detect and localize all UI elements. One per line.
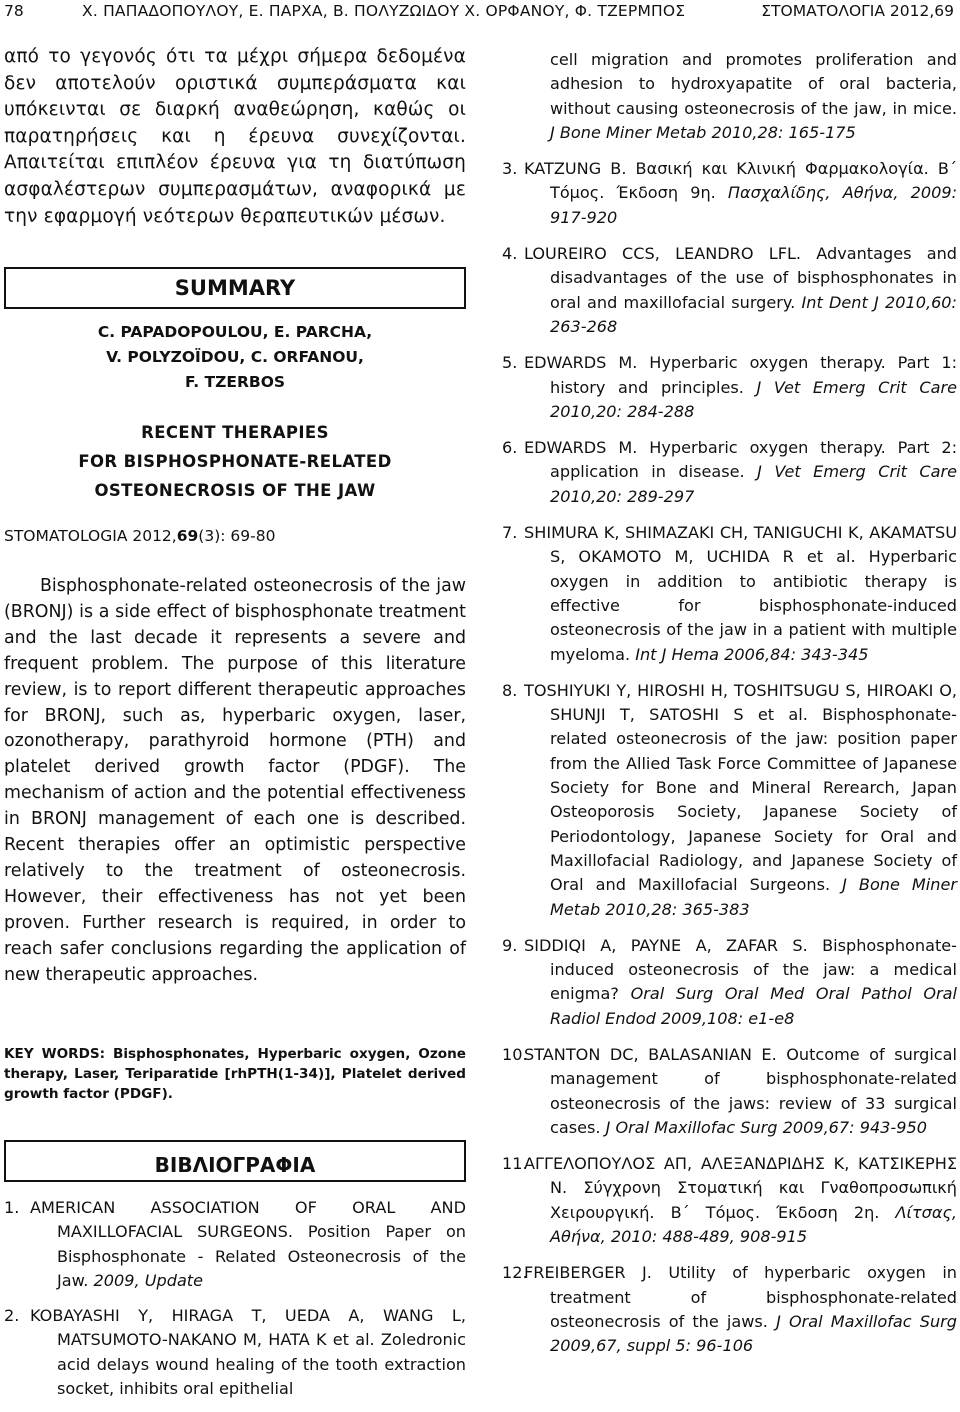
references-left xyxy=(4,1196,466,1412)
reference-item xyxy=(4,1304,466,1401)
reference-journal: Int Dent J 2010,60: 263-268 xyxy=(550,292,957,336)
reference-item xyxy=(502,351,957,424)
reference-item xyxy=(502,1043,957,1140)
reference-text: LOUREIRO CCS, LEANDRO LFL. Advantages and disadvantages of the use of bisphosphonates in oral and maxillofacial surgery. xyxy=(524,244,957,312)
reference-number: 4. xyxy=(502,244,518,264)
citation-prefix: STOMATOLOGIA 2012, xyxy=(4,527,177,545)
reference-text: AMERICAN ASSOCIATION OF ORAL AND MAXILLOFACIAL SURGEONS. Position Paper on Bisphosphonate - Related Osteonecrosis of the Jaw. xyxy=(30,1198,466,1290)
reference-continuation xyxy=(502,48,957,145)
reference-item xyxy=(502,679,957,922)
reference-number: 5. xyxy=(502,353,518,373)
reference-text: EDWARDS M. Hyperbaric oxygen therapy. Part 1: history and principles. xyxy=(524,353,957,397)
reference-text: STANTON DC, BALASANIAN E. Outcome of surgical management of bisphosphonate-related osteonecrosis of the jaws: review of 33 surgical cases. xyxy=(524,1044,957,1137)
left-column xyxy=(4,44,466,230)
reference-number: 2. xyxy=(4,1306,20,1326)
summary-authors xyxy=(4,320,466,395)
reference-number: 3. xyxy=(502,159,518,179)
reference-number: 12. xyxy=(502,1263,528,1283)
reference-journal: J Bone Miner Metab 2010,28: 165-175 xyxy=(550,122,856,142)
keywords: KEY WORDS: Bisphosphonates, Hyperbaric oxygen, Ozone therapy, Laser, Teriparatide [rhPTH(1-34)], Platelet derived growth factor (PDGF). xyxy=(4,1046,466,1102)
reference-list xyxy=(502,157,957,1358)
greek-conclusion-paragraph: από το γεγονός ότι τα μέχρι σήμερα δεδομένα δεν αποτελούν οριστικά συμπεράσματα και υπόκεινται σε διαρκή αναθεώρηση, καθώς οι παρατηρήσεις και η έρευνα συνεχίζονται. Απαιτείται επιπλέον έρευνα για τη διατύπωση ασφαλέστερων συμπερασμάτων, αναφορικά με την εφαρμογή νεότερων θεραπευτικών μέσων. xyxy=(4,46,466,227)
reference-number: 1. xyxy=(4,1198,20,1217)
summary-title xyxy=(4,418,466,505)
abstract-text: Bisphosphonate-related osteonecrosis of the jaw (BRONJ) is a side effect of bisphosphonate treatment and the last decade it represents a severe and frequent problem. The purpose of this literature review, is to report different therapeutic approaches for BRONJ, such as, hyperbaric oxygen, laser, ozonotherapy, parathyroid hormone (PTH) and platelet derived growth factor (PDGF). The mechanism of action and the potential effectiveness in BRONJ management of each one is described. Recent therapies offer an optimistic perspective relatively to the treatment of osteonecrosis. However, their effectiveness has not yet been proven. Further research is required, in order to reach safer conclusions regarding the application of new therapeutic approaches. xyxy=(4,576,466,985)
summary-authors-line: C. PAPADOPOULOU, E. PARCHA, xyxy=(97,323,373,341)
reference-item xyxy=(502,1152,957,1249)
summary-title-line: OSTEONECROSIS OF THE JAW xyxy=(94,481,376,500)
summary-citation xyxy=(4,525,275,547)
reference-text: SIDDIQI A, PAYNE A, ZAFAR S. Bisphosphonate-induced osteonecrosis of the jaw: a medical enigma? xyxy=(524,935,957,1004)
reference-text: KOBAYASHI Y, HIRAGA T, UEDA A, WANG L, MATSUMOTO-NAKANO M, HATA K et al. Zoledronic acid delays wound healing of the tooth extraction socket, inhibits oral epithelial xyxy=(30,1306,466,1399)
reference-journal: J Bone Miner Metab 2010,28: 365-383 xyxy=(550,875,958,919)
reference-number: 9. xyxy=(502,935,518,955)
citation-volume: 69 xyxy=(176,527,199,545)
reference-text: EDWARDS M. Hyperbaric oxygen therapy. Part 2: application in disease. xyxy=(524,438,957,482)
reference-item xyxy=(502,934,957,1031)
reference-item xyxy=(502,1261,957,1358)
reference-number: 8. xyxy=(502,680,518,700)
reference-text: ΑΓΓΕΛΟΠΟΥΛΟΣ ΑΠ, ΑΛΕΞΑΝΔΡΙΔΗΣ Κ, ΚΑΤΣΙΚΕΡΗΣ Ν. Σύγχρονη Στοματική και Γναθοπροσωπική Χειρουργική. Β΄ Τόμος. Έκδοση 2η. xyxy=(524,1154,957,1222)
reference-journal: J Oral Maxillofac Surg 2009,67: 943-950 xyxy=(605,1117,927,1137)
summary-heading: SUMMARY xyxy=(174,276,296,300)
reference-number: 6. xyxy=(502,438,518,458)
citation-suffix: (3): 69-80 xyxy=(198,527,276,545)
reference-text: FREIBERGER J. Utility of hyperbaric oxygen in treatment of bisphosphonate-related osteonecrosis of the jaws. xyxy=(524,1263,957,1331)
reference-journal: J Oral Maxillofac Surg 2009,67, suppl 5: 96-106 xyxy=(550,1311,957,1356)
reference-item xyxy=(502,157,957,230)
reference-number: 11. xyxy=(502,1154,528,1174)
reference-journal: Oral Surg Oral Med Oral Pathol Oral Radiol Endod 2009,108: e1-e8 xyxy=(550,984,957,1028)
reference-item xyxy=(502,242,957,339)
summary-title-line: RECENT THERAPIES xyxy=(141,423,329,442)
header-authors: Χ. ΠΑΠΑΔΟΠΟΥΛΟΥ, Ε. ΠΑΡΧΑ, Β. ΠΟΛΥΖΩΙΔΟΥ Χ. ΟΡΦΑΝΟΥ, Φ. ΤΖΕΡΜΠΟΣ xyxy=(82,2,686,20)
bibliography-heading-box xyxy=(4,1140,466,1182)
reference-item xyxy=(502,521,957,667)
summary-heading-box xyxy=(4,267,466,309)
reference-journal: Λίτσας, Αθήνα, 2010: 488-489, 908-915 xyxy=(550,1202,958,1247)
reference-item xyxy=(4,1196,466,1293)
summary-title-line: FOR BISPHOSPHONATE-RELATED xyxy=(78,452,392,471)
reference-text: TOSHIYUKI Y, HIROSHI H, TOSHITSUGU S, HIROAKI O, SHUNJI T, SATOSHI S et al. Bisphosphonate-related osteonecrosis of the jaw: position paper from the Allied Task Force Committee of Japanese Society for Bone and Mineral Rerearch, Japan Osteoporosis Society, Japanese Society of Periodontology, Japanese Society for Oral and Maxillofacial Radiology, and Japanese Society of Oral and Maxillofacial Surgeons. xyxy=(524,680,957,895)
references-right xyxy=(502,48,957,1371)
reference-journal: J Vet Emerg Crit Care 2010,20: 289-297 xyxy=(550,462,957,506)
bibliography-heading: ΒΙΒΛΙΟΓΡΑΦΙΑ xyxy=(154,1153,316,1177)
reference-item xyxy=(502,436,957,509)
reference-journal: Πασχαλίδης, Αθήνα, 2009: 917-920 xyxy=(550,183,957,227)
summary-authors-line: F. TZERBOS xyxy=(184,373,286,391)
reference-journal: J Vet Emerg Crit Care 2010,20: 284-288 xyxy=(550,377,957,421)
reference-number: 10. xyxy=(502,1044,528,1064)
page-number: 78 xyxy=(4,2,24,20)
running-header xyxy=(0,0,960,26)
reference-journal: Int J Hema 2006,84: 343-345 xyxy=(635,644,869,664)
summary-authors-line: V. POLYZOÏDOU, C. ORFANOU, xyxy=(106,348,364,366)
reference-number: 7. xyxy=(502,523,518,543)
reference-text: cell migration and promotes proliferation and adhesion to hydroxyapatite of oral bacteria, without causing osteonecrosis of the jaw, in mice. xyxy=(550,50,957,118)
reference-journal: 2009, Update xyxy=(93,1270,204,1290)
reference-text: KATZUNG B. Βασική και Κλινική Φαρμακολογία. Β΄ Τόμος. Έκδοση 9η. xyxy=(524,159,957,203)
reference-text: SHIMURA K, SHIMAZAKI CH, TANIGUCHI K, AKAMATSU S, OKAMOTO M, UCHIDA R et al. Hyperbaric oxygen in addition to antibiotic therapy is effective for bisphosphonate-induced osteonecrosis of the jaw in a patient with multiple myeloma. xyxy=(524,523,957,664)
header-journal: ΣΤΟΜΑΤΟΛΟΓΙΑ 2012,69 xyxy=(761,2,954,20)
